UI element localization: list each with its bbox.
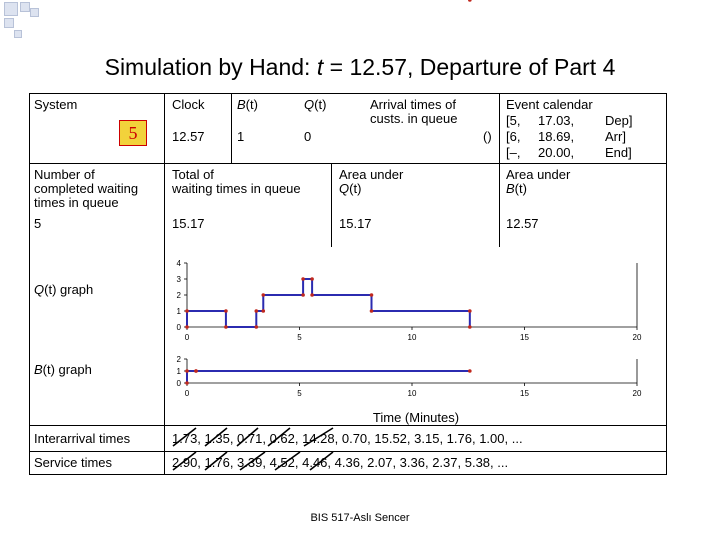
x-tick-label: 20 bbox=[632, 389, 642, 398]
y-tick-label: 1 bbox=[176, 367, 181, 376]
strike-mark bbox=[268, 428, 290, 446]
calendar-row: [–, 20.00, End] bbox=[506, 145, 632, 160]
strike-mark bbox=[173, 428, 196, 446]
calendar-row: [5, 17.03, Dep] bbox=[506, 113, 633, 128]
clock-label: Clock bbox=[172, 97, 205, 112]
x-tick-label: 10 bbox=[407, 333, 417, 342]
system-number-badge: 5 bbox=[119, 120, 147, 146]
service-values: 2.90, 1.76, 3.39, 4.52, 4.46, 4.36, 2.07, 3.36, 2.37, 5.38, ... bbox=[172, 455, 509, 470]
total-waits-value: 15.17 bbox=[172, 216, 205, 231]
area-b-value: 12.57 bbox=[506, 216, 539, 231]
x-axis-label: Time (Minutes) bbox=[372, 410, 460, 425]
qt-value: 0 bbox=[304, 129, 312, 144]
bt-value: 1 bbox=[237, 129, 245, 144]
strike-mark bbox=[205, 452, 227, 470]
b-graph-label: B(t) graph bbox=[34, 362, 92, 377]
bt-label: B(t) bbox=[237, 97, 258, 112]
q-graph-label: Q(t) graph bbox=[34, 282, 94, 297]
x-tick-label: 0 bbox=[184, 389, 190, 398]
event-calendar-label: Event calendar bbox=[506, 97, 593, 112]
y-tick-label: 4 bbox=[176, 259, 181, 268]
strike-mark bbox=[173, 452, 196, 470]
x-tick-label: 5 bbox=[297, 389, 302, 398]
x-tick-label: 5 bbox=[297, 333, 302, 342]
area-q-value: 15.17 bbox=[339, 216, 372, 231]
strike-mark bbox=[275, 452, 300, 470]
x-tick-label: 15 bbox=[520, 333, 529, 342]
x-tick-label: 10 bbox=[407, 389, 417, 398]
x-tick-label: 0 bbox=[184, 333, 190, 342]
system-label: System bbox=[34, 97, 78, 112]
interarrival-values: 1.73, 1.35, 0.71, 0.62, 14.28, 0.70, 15.52, 3.15, 1.76, 1.00, ... bbox=[172, 431, 523, 446]
interarrival-label: Interarrival times bbox=[34, 431, 131, 446]
strike-mark bbox=[304, 428, 333, 446]
completed-waits-label: Number of completed waiting times in queue bbox=[34, 167, 139, 210]
completed-waits-value: 5 bbox=[34, 216, 42, 231]
x-tick-label: 20 bbox=[632, 333, 642, 342]
arrival-times-value: () bbox=[483, 129, 492, 144]
y-tick-label: 2 bbox=[176, 355, 181, 364]
area-q-label: Area under Q(t) bbox=[339, 167, 404, 196]
y-tick-label: 2 bbox=[176, 291, 181, 300]
y-tick-label: 3 bbox=[176, 275, 181, 284]
arrival-times-label: Arrival times of custs. in queue bbox=[370, 97, 458, 126]
slide-title: Simulation by Hand: t = 12.57, Departure of Part 4 bbox=[104, 54, 616, 80]
x-tick-label: 15 bbox=[520, 389, 529, 398]
footer-credit: BIS 517-Aslı Sencer bbox=[310, 512, 410, 524]
strike-mark bbox=[310, 452, 333, 470]
qt-label: Q(t) bbox=[304, 97, 327, 112]
calendar-row: [6, 18.69, Arr] bbox=[506, 129, 626, 144]
strike-mark bbox=[237, 428, 258, 446]
area-b-label: Area under B(t) bbox=[506, 167, 571, 196]
strike-mark bbox=[240, 452, 265, 470]
clock-value: 12.57 bbox=[172, 129, 205, 144]
y-tick-label: 0 bbox=[176, 323, 181, 332]
strike-mark bbox=[205, 428, 227, 446]
y-tick-label: 0 bbox=[176, 379, 181, 388]
total-waits-label: Total of waiting times in queue bbox=[172, 167, 301, 196]
y-tick-label: 1 bbox=[176, 307, 181, 316]
service-label: Service times bbox=[34, 455, 113, 470]
